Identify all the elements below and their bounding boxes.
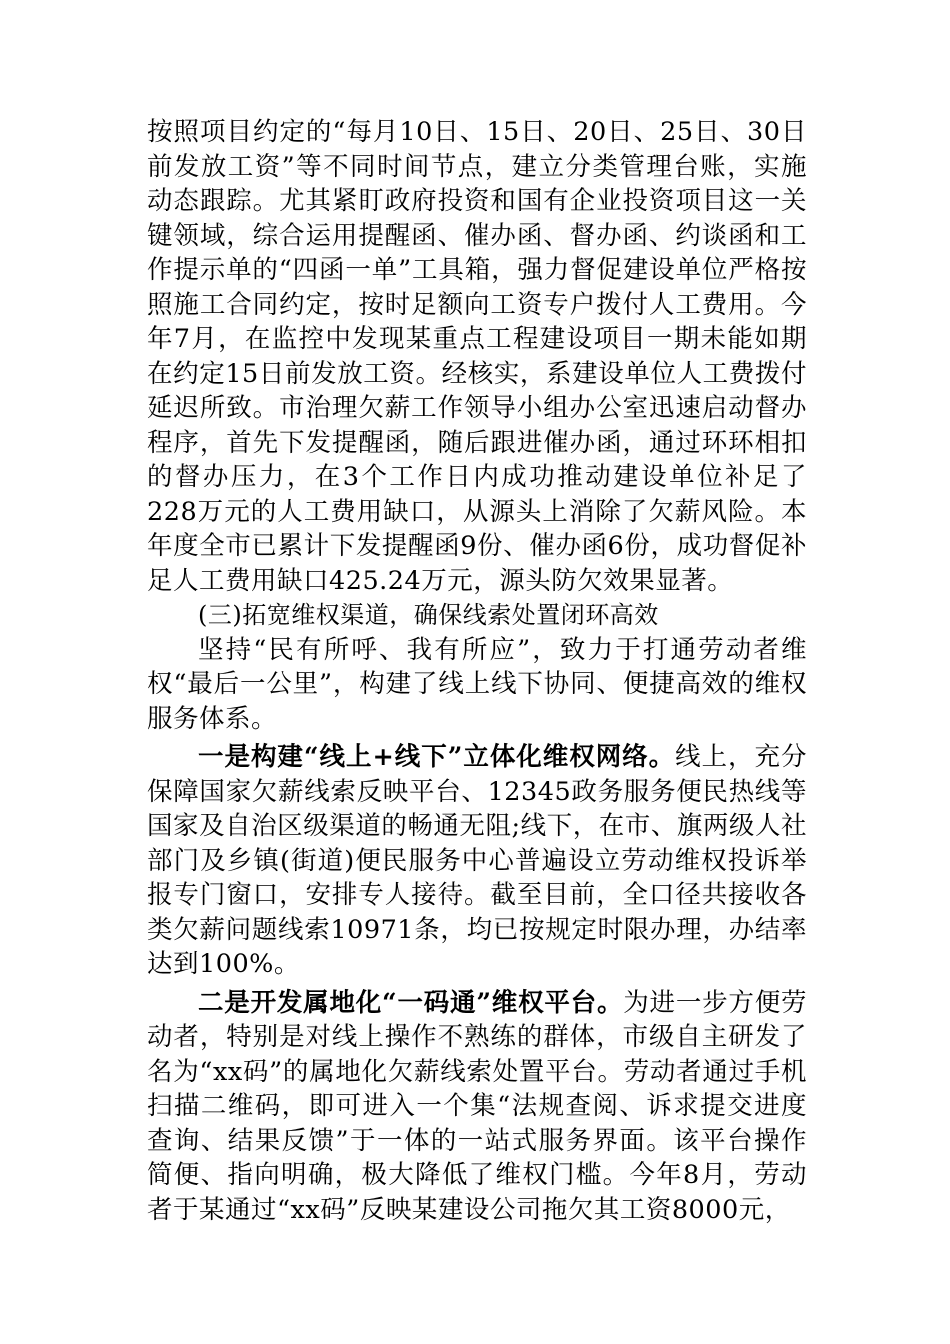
paragraph-3: [147, 740, 807, 982]
section-heading: [147, 598, 807, 633]
paragraph-2-text: 坚持“民有所呼、我有所应”，致力于打通劳动者维权“最后一公里”，构建了线上线下协同、便捷高效的维权服务体系。: [147, 634, 807, 734]
paragraph-2: [147, 633, 807, 737]
paragraph-4: [147, 986, 807, 1228]
paragraph-4-lead: 二是开发属地化“一码通”维权平台。: [198, 987, 624, 1018]
paragraph-1: [147, 115, 807, 598]
paragraph-3-text: 线上，充分保障国家欠薪线索反映平台、12345政务服务便民热线等国家及自治区级渠道的畅通无阻;线下，在市、旗两级人社部门及乡镇(街道)便民服务中心普遍设立劳动维权投诉举报专门窗口，安排专人接待。截至目前，全口径共接收各类欠薪问题线索10971条，均已按规定时限办理，办结率达到100%。: [147, 742, 807, 979]
paragraph-1-text: 按照项目约定的“每月10日、15日、20日、25日、30日前发放工资”等不同时间节点，建立分类管理台账，实施动态跟踪。尤其紧盯政府投资和国有企业投资项目这一关键领域，综合运用提醒函、催办函、督办函、约谈函和工作提示单的“四函一单”工具箱，强力督促建设单位严格按照施工合同约定，按时足额向工资专户拨付人工费用。今年7月，在监控中发现某重点工程建设项目一期未能如期在约定15日前发放工资。经核实，系建设单位人工费拨付延迟所致。市治理欠薪工作领导小组办公室迅速启动督办程序，首先下发提醒函，随后跟进催办函，通过环环相扣的督办压力，在3个工作日内成功推动建设单位补足了228万元的人工费用缺口，从源头上消除了欠薪风险。本年度全市已累计下发提醒函9份、催办函6份，成功督促补足人工费用缺口425.24万元，源头防欠效果显著。: [147, 117, 807, 596]
paragraph-3-lead: 一是构建“线上+线下”立体化维权网络。: [198, 742, 676, 772]
section-heading-text: (三)拓宽维权渠道，确保线索处置闭环高效: [198, 601, 659, 629]
document-body: [147, 115, 807, 1227]
paragraph-4-text: 为进一步方便劳动者，特别是对线上操作不熟练的群体，市级自主研发了名为“xx码”的属地化欠薪线索处置平台。劳动者通过手机扫描二维码，即可进入一个集“法规查阅、诉求提交进度查询、结果反馈”于一体的一站式服务界面。该平台操作简便、指向明确，极大降低了维权门槛。今年8月，劳动者于某通过“xx码”反映某建设公司拖欠其工资8000元，: [147, 987, 807, 1225]
